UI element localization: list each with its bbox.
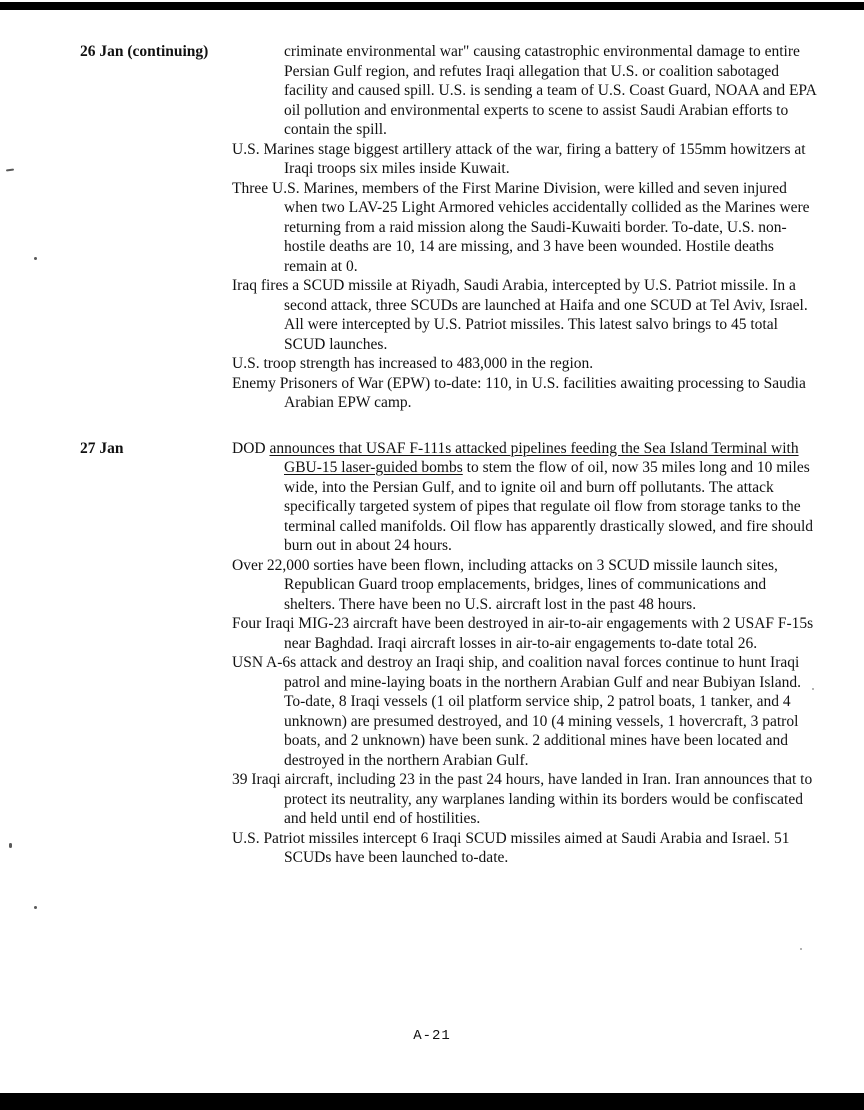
scan-artifact bbox=[9, 843, 12, 848]
item-text: DOD bbox=[232, 439, 270, 457]
entry-items bbox=[232, 439, 820, 868]
item-text: to stem the flow of oil, now 35 miles long and 10 miles wide, into the Persian Gulf, and to ignite oil and burn off pollutants. The attack specifically targeted system of pipes that regulate oil flow from storage tanks to the terminal called manifolds. Oil flow has apparently drastically slowed, and fire should burn out in about 24 hours. bbox=[284, 459, 814, 554]
underlined-text: announces that USAF F-111s attacked pipelines feeding the Sea Island Terminal with GBU-15 laser-guided bombs bbox=[269, 439, 799, 476]
entry-items bbox=[232, 42, 820, 413]
chronology-item: Enemy Prisoners of War (EPW) to-date: 110, in U.S. facilities awaiting processing to Saudia Arabian EPW camp. bbox=[232, 374, 806, 411]
entry-date bbox=[80, 42, 232, 62]
chronology-entry-27-jan bbox=[80, 439, 822, 868]
entry-date bbox=[80, 439, 232, 459]
scan-artifact bbox=[6, 168, 14, 171]
chronology-item: USN A-6s attack and destroy an Iraqi ship, and coalition naval forces continue to hunt Iraqi patrol and mine-laying boats in the northern Arabian Gulf and near Bubiyan Island. To-date, 8 Iraqi vessels (1 oil platform service ship, 2 patrol boats, 1 tanker, and 4 unknown) are presumed destroyed, and 10 (4 mining vessels, 1 hovercraft, 3 patrol boats, and 2 unknown) have been sunk. 2 additional mines have been located and destroyed in the northern Arabian Gulf. bbox=[232, 654, 801, 769]
chronology-item: 39 Iraqi aircraft, including 23 in the past 24 hours, have landed in Iran. Iran announces that to protect its neutrality, any warplanes landing within its borders would be confiscated and held until end of hostilities. bbox=[232, 771, 813, 827]
scan-artifact bbox=[812, 688, 814, 690]
page-content bbox=[80, 42, 822, 868]
chronology-entry-26-jan bbox=[80, 42, 822, 413]
entry-date-note: (continuing) bbox=[127, 43, 209, 60]
entry-date-label: 27 Jan bbox=[80, 439, 124, 457]
chronology-item: Iraq fires a SCUD missile at Riyadh, Saudi Arabia, intercepted by U.S. Patriot missile. In a second attack, three SCUDs are launched at Haifa and one SCUD at Tel Aviv, Israel. All were intercepted by U.S. Patriot missiles. This latest salvo brings to 45 total SCUD launches. bbox=[232, 277, 808, 353]
chronology-item: U.S. Marines stage biggest artillery attack of the war, firing a battery of 155mm howitzers at Iraqi troops six miles inside Kuwait. bbox=[232, 140, 806, 177]
chronology-item: criminate environmental war" causing catastrophic environmental damage to entire Persian Gulf region, and refutes Iraqi allegation that U.S. or coalition sabotaged facility and caused spill. U.S. is sending a team of U.S. Coast Guard, NOAA and EPA oil pollution and environmental experts to scene to assist Saudi Arabian efforts to contain the spill. bbox=[284, 43, 816, 138]
chronology-item: U.S. Patriot missiles intercept 6 Iraqi SCUD missiles aimed at Saudi Arabia and Israel. 51 SCUDs have been launched to-date. bbox=[232, 829, 790, 866]
chronology-item bbox=[232, 439, 820, 556]
scan-border-top bbox=[0, 2, 864, 10]
chronology-item: Three U.S. Marines, members of the First Marine Division, were killed and seven injured when two LAV-25 Light Armored vehicles accidentally collided as the Marines were returning from a raid mission along the Saudi-Kuwaiti border. To-date, U.S. non-hostile deaths are 10, 14 are missing, and 3 have been wounded. Hostile deaths remain at 0. bbox=[232, 179, 810, 275]
scan-artifact bbox=[800, 948, 802, 950]
chronology-item: Four Iraqi MIG-23 aircraft have been destroyed in air-to-air engagements with 2 USAF F-15s near Baghdad. Iraqi aircraft losses in air-to-air engagements to-date total 26. bbox=[232, 615, 814, 652]
page-number: A-21 bbox=[413, 1028, 451, 1044]
scan-artifact bbox=[34, 906, 37, 909]
scan-artifact bbox=[34, 257, 37, 260]
entry-date-label: 26 Jan bbox=[80, 43, 124, 60]
chronology-item: U.S. troop strength has increased to 483,000 in the region. bbox=[232, 355, 594, 372]
chronology-item: Over 22,000 sorties have been flown, including attacks on 3 SCUD missile launch sites, Republican Guard troop emplacements, bridges, lines of communications and shelters. There have been no U.S. aircraft lost in the past 48 hours. bbox=[232, 556, 778, 613]
scan-border-bottom bbox=[0, 1093, 864, 1110]
